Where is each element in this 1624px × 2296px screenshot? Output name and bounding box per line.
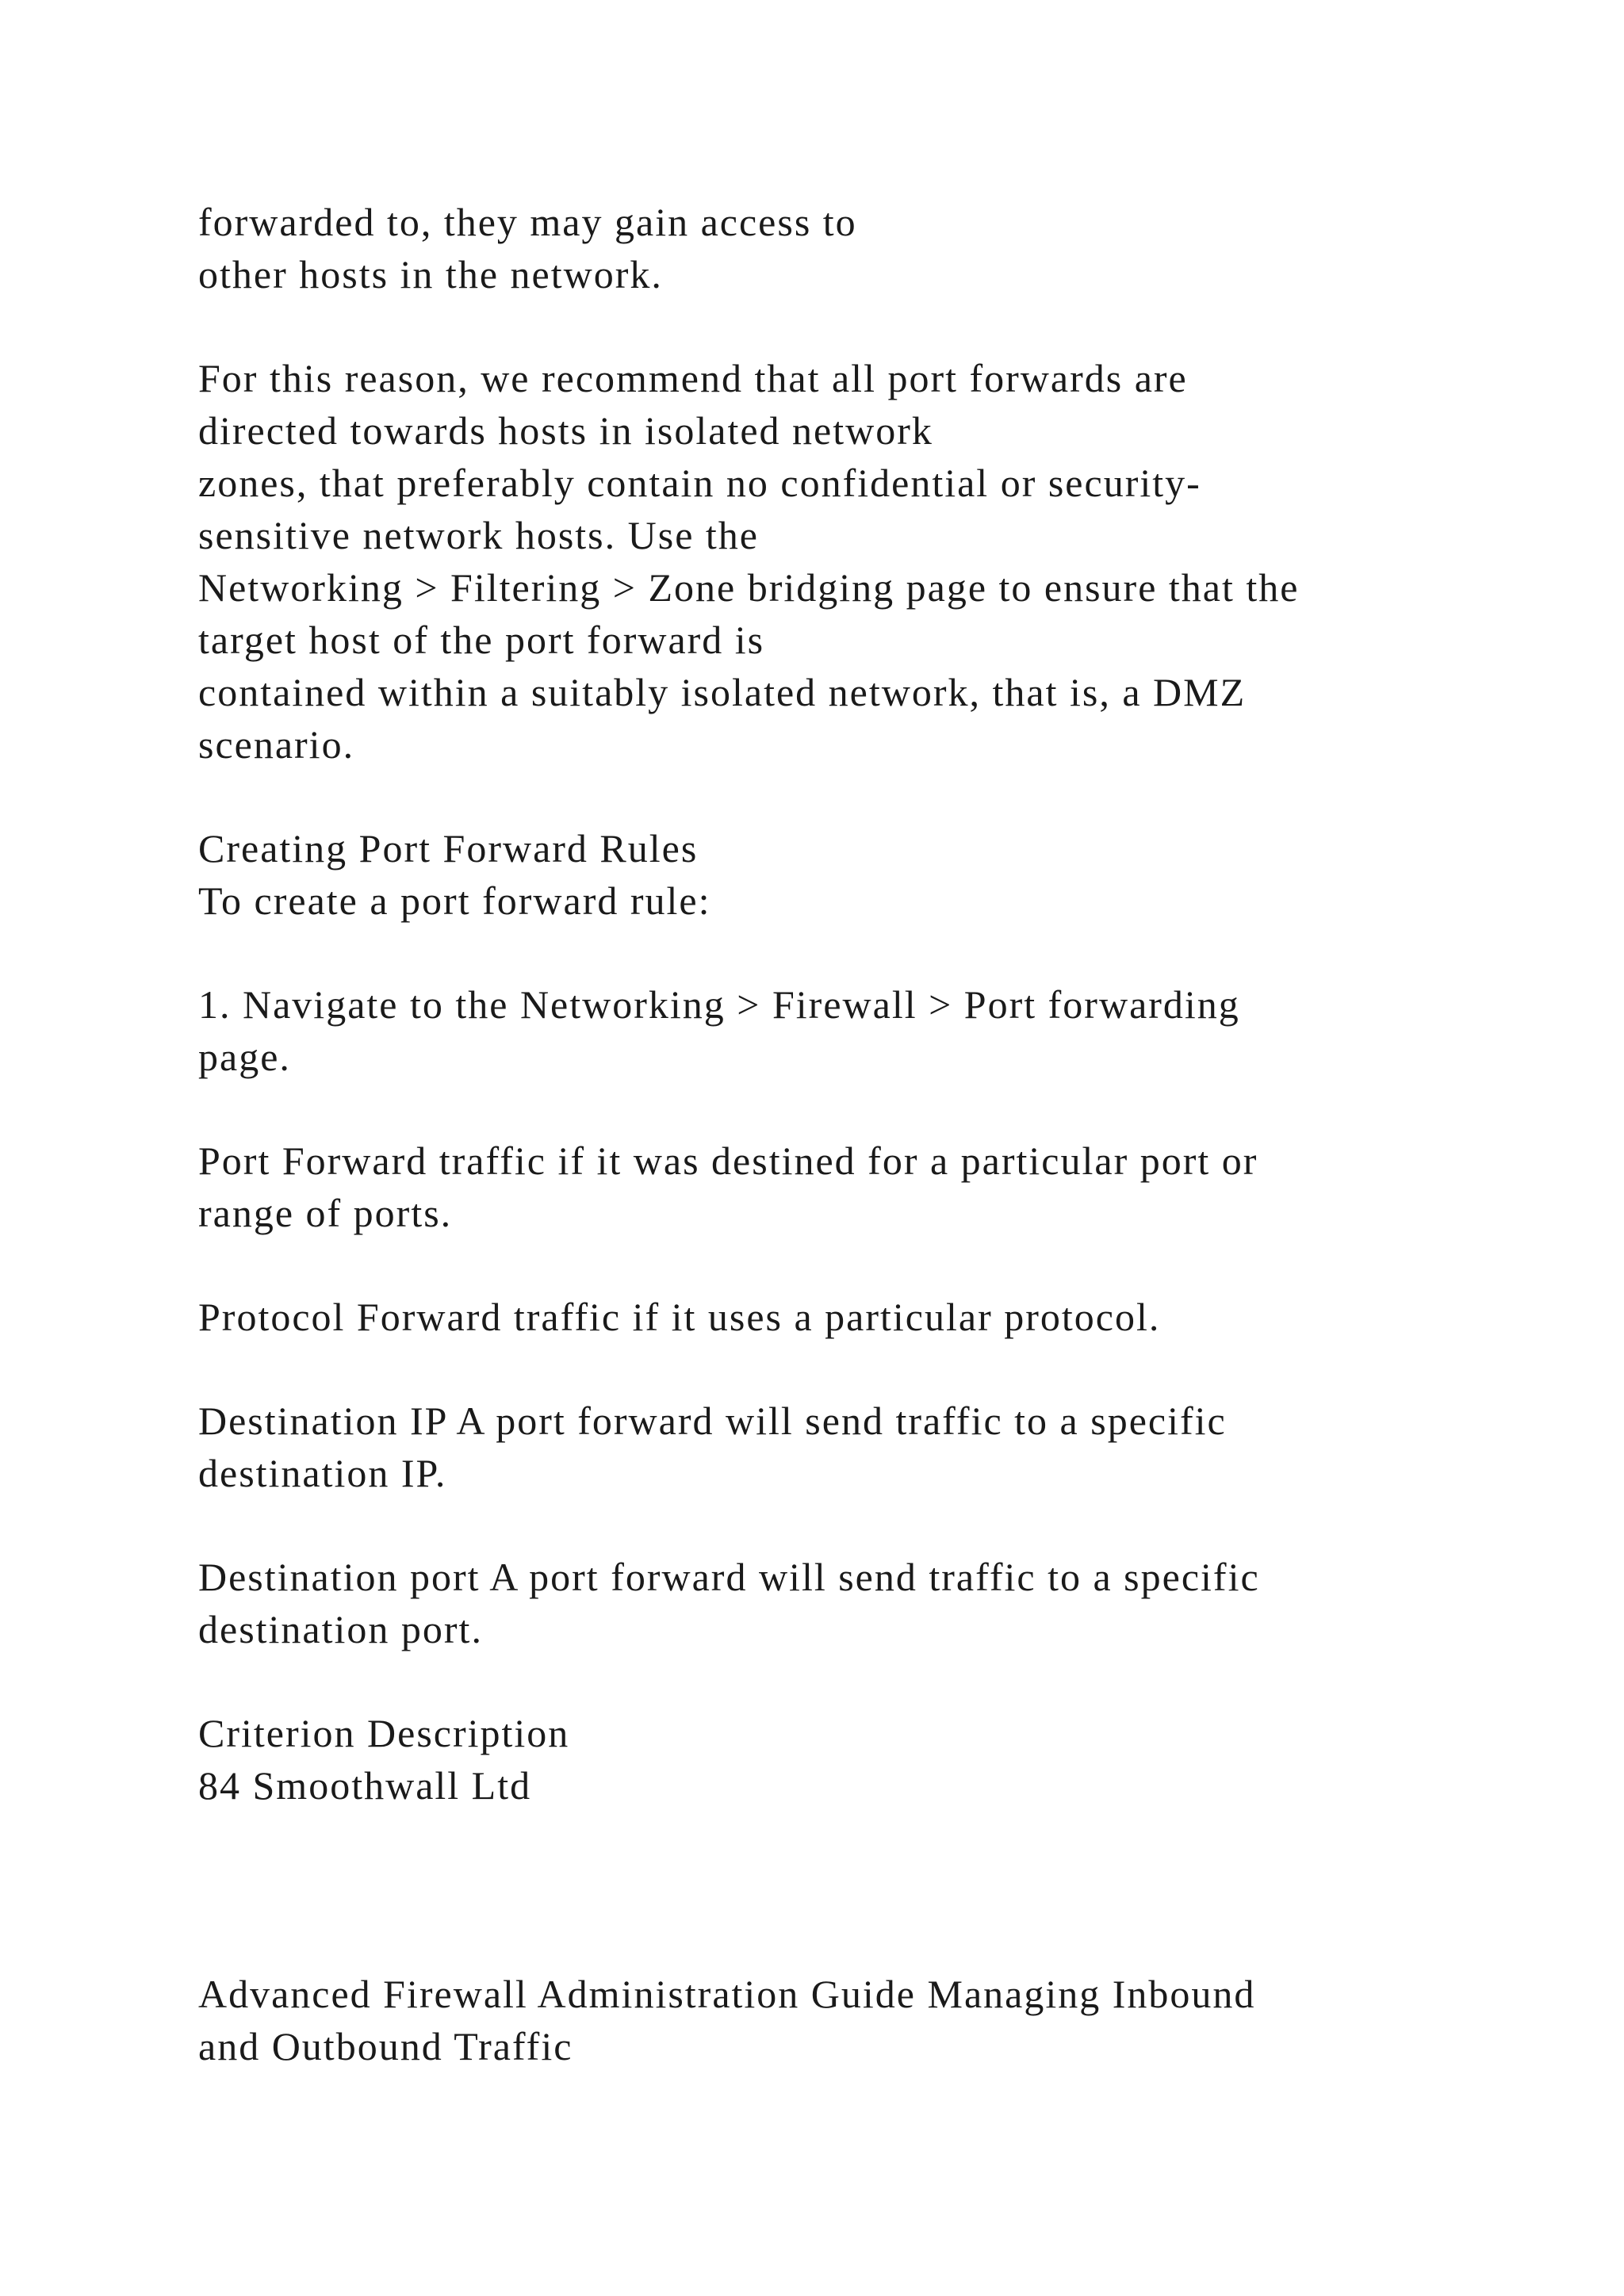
- text-line: zones, that preferably contain no confidential or security-: [198, 461, 1201, 505]
- text-line: range of ports.: [198, 1191, 453, 1235]
- text-line: For this reason, we recommend that all port forwards are: [198, 356, 1188, 400]
- running-header: and Outbound Traffic: [198, 2024, 573, 2068]
- text-line: To create a port forward rule:: [198, 878, 711, 923]
- text-line: page.: [198, 1035, 291, 1079]
- text-line: directed towards hosts in isolated network: [198, 408, 933, 453]
- table-header-line: Criterion Description: [198, 1711, 570, 1755]
- text-line: forwarded to, they may gain access to: [198, 200, 857, 244]
- criterion-line: Destination port A port forward will send traffic to a specific: [198, 1555, 1260, 1599]
- text-line: other hosts in the network.: [198, 252, 663, 297]
- step-line: 1. Navigate to the Networking > Firewall > Port forwarding: [198, 982, 1240, 1027]
- text-line: sensitive network hosts. Use the: [198, 513, 759, 557]
- criterion-line: Protocol Forward traffic if it uses a particular protocol.: [198, 1295, 1161, 1339]
- text-line: Networking > Filtering > Zone bridging page to ensure that the: [198, 565, 1300, 610]
- text-line: destination IP.: [198, 1451, 447, 1495]
- criterion-line: Destination IP A port forward will send traffic to a specific: [198, 1399, 1227, 1443]
- running-header: Advanced Firewall Administration Guide Managing Inbound: [198, 1972, 1256, 2016]
- criterion-line: Port Forward traffic if it was destined for a particular port or: [198, 1138, 1258, 1183]
- text-line: contained within a suitably isolated network, that is, a DMZ: [198, 670, 1247, 714]
- section-heading: Creating Port Forward Rules: [198, 826, 699, 871]
- text-line: target host of the port forward is: [198, 618, 765, 662]
- page-footer: 84 Smoothwall Ltd: [198, 1763, 532, 1808]
- text-line: scenario.: [198, 722, 355, 767]
- text-line: destination port.: [198, 1607, 483, 1651]
